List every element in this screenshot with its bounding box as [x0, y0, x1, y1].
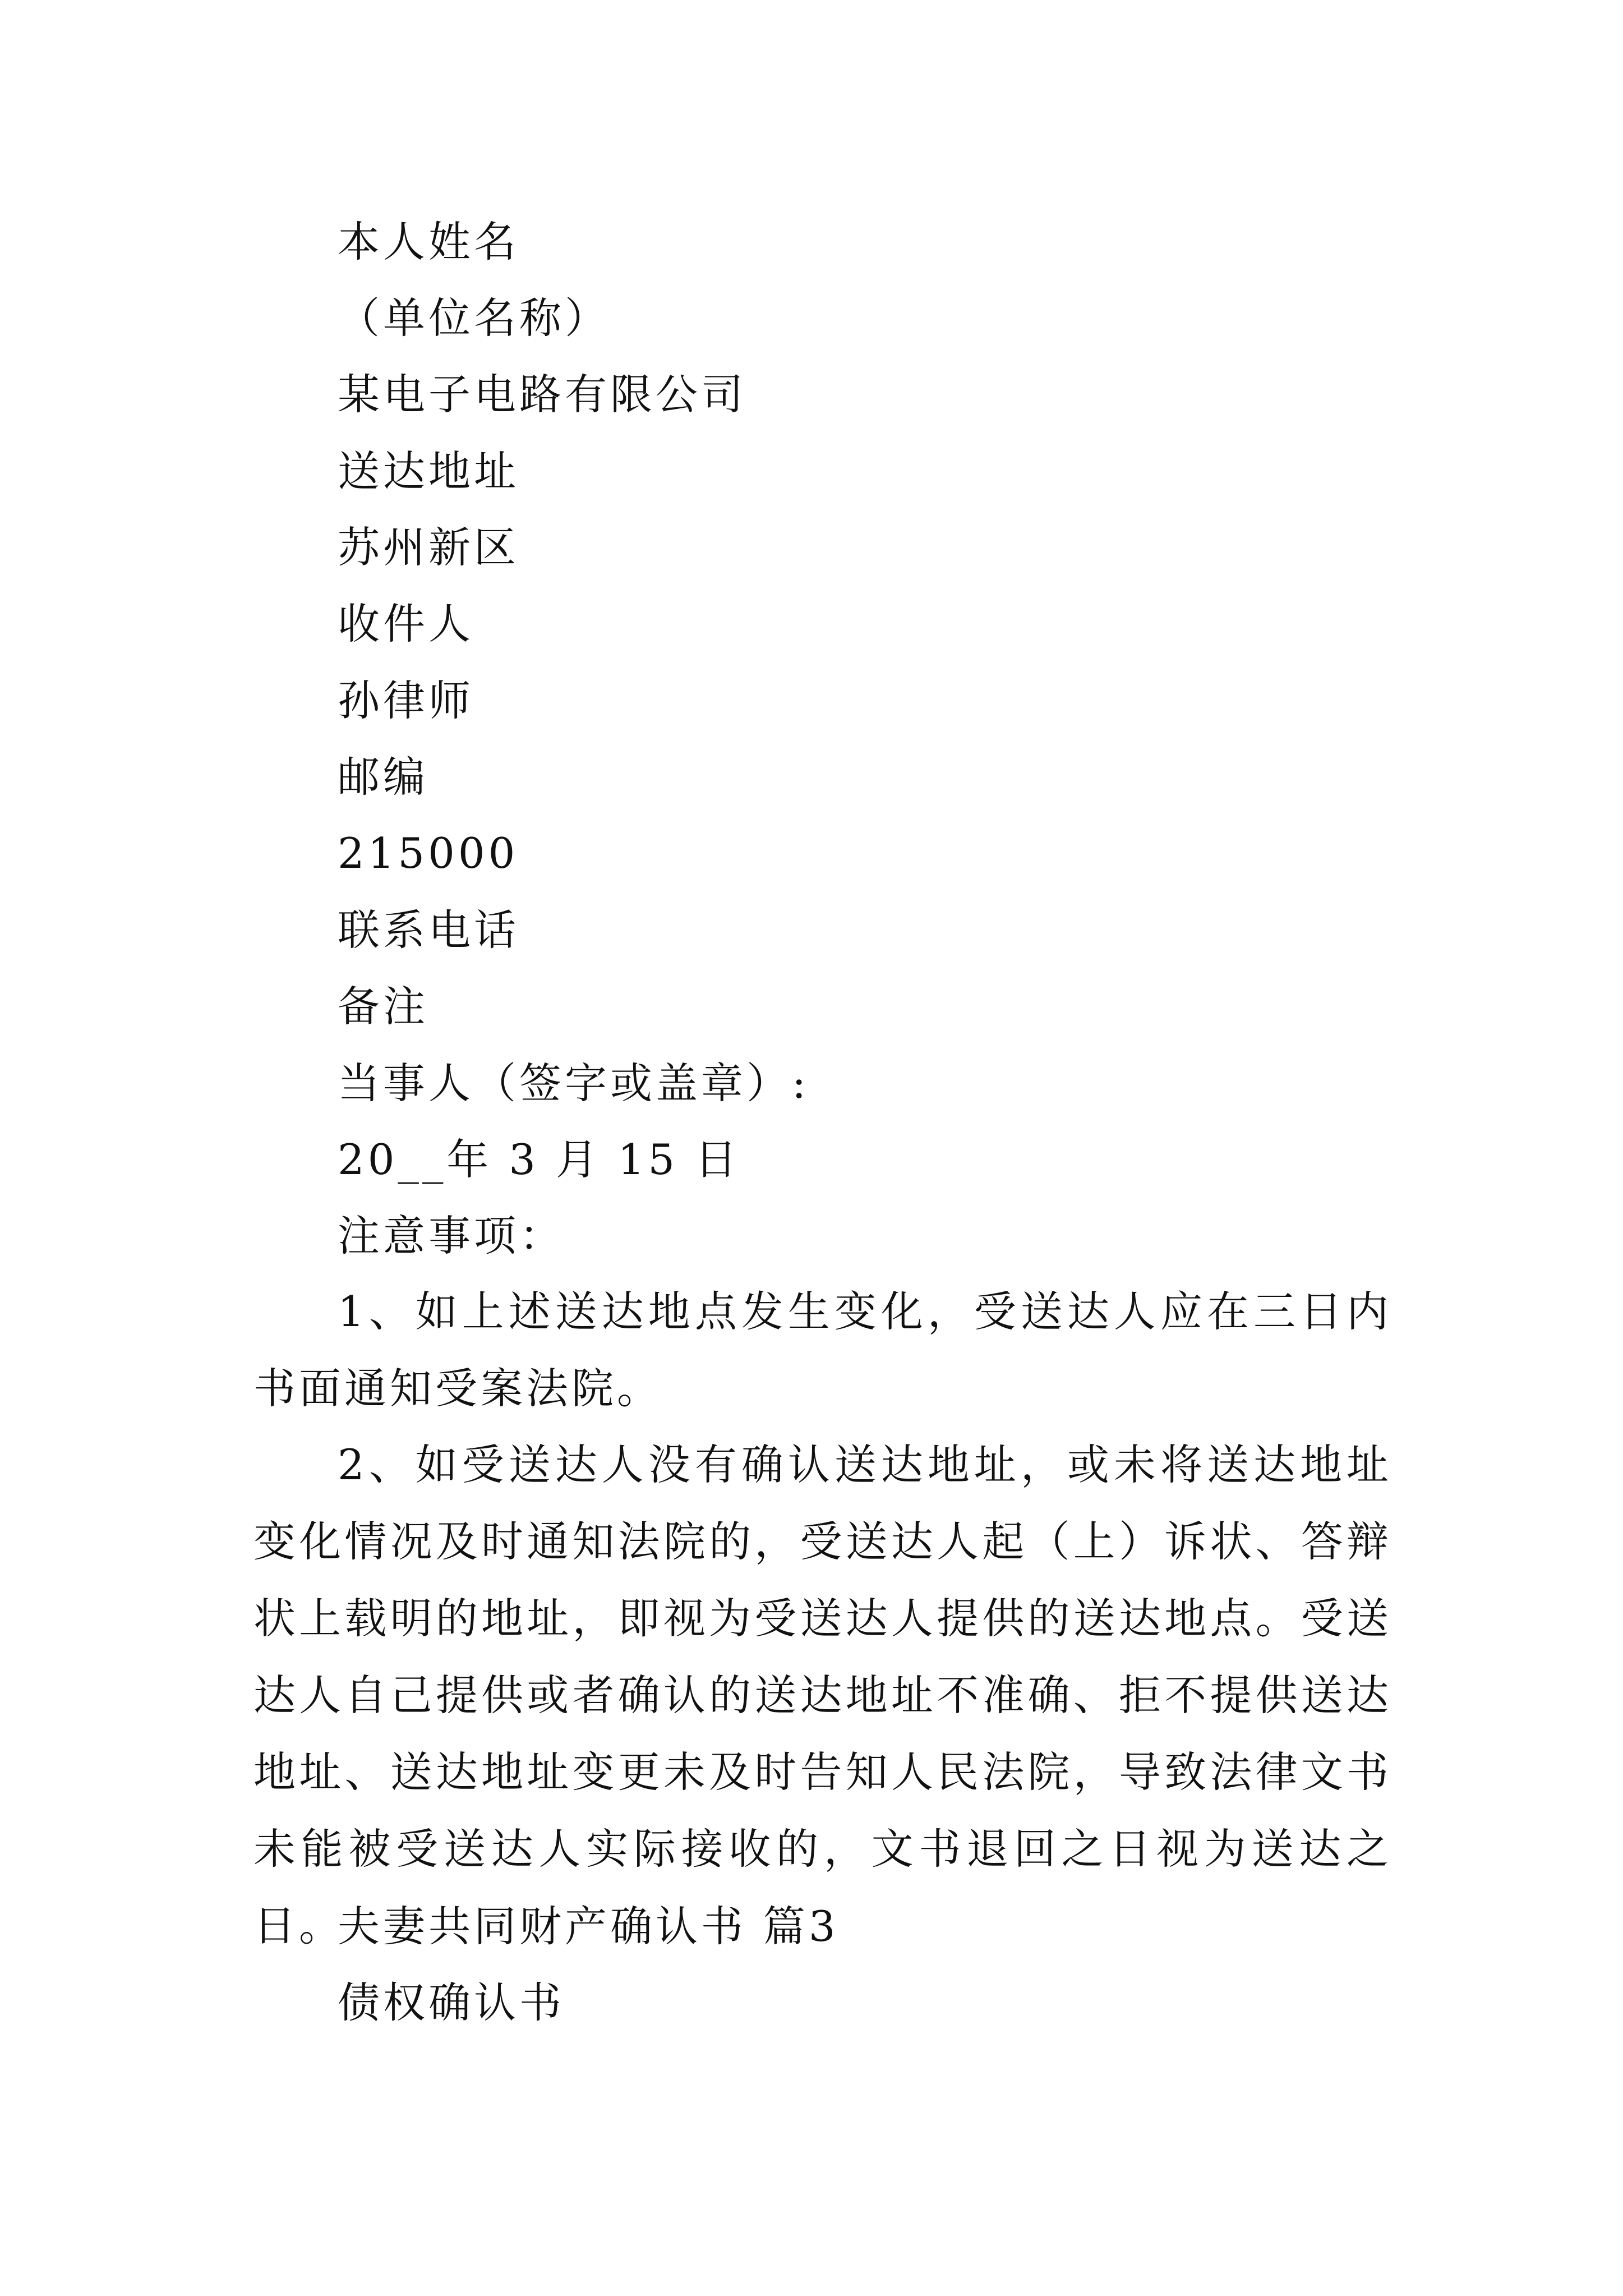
section-title: 债权确认书	[338, 1978, 565, 2027]
section-heading: 夫妻共同财产确认书 篇3	[338, 1902, 839, 1951]
line-recipient-value: 孙律师	[338, 676, 474, 725]
line-recipient-label: 收件人	[338, 599, 474, 648]
line-notes-heading: 注意事项：	[338, 1211, 565, 1260]
line-date: 20__年 3 月 15 日	[338, 1135, 740, 1184]
line-postcode-label: 邮编	[338, 752, 429, 802]
line-party-signature: 当事人（签字或盖章）:	[338, 1059, 810, 1108]
line-postcode-value: 215000	[338, 829, 519, 878]
line-name-label: 本人姓名	[338, 217, 520, 266]
line-company-name: 某电子电路有限公司	[338, 370, 747, 419]
line-phone-label: 联系电话	[338, 905, 520, 955]
line-address-value: 苏州新区	[338, 523, 520, 572]
line-address-label: 送达地址	[338, 447, 520, 496]
line-unit-label: （单位名称）	[338, 293, 611, 343]
line-remarks-label: 备注	[338, 982, 429, 1031]
note-paragraph-1: 1、如上述送达地点发生变化，受送达人应在三日内书面通知受案法院。	[253, 1287, 1392, 1413]
note-paragraph-2: 2、如受送达人没有确认送达地址，或未将送达地址变化情况及时通知法院的，受送达人起（上）诉状、答辩状上载明的地址，即视为受送达人提供的送达地点。受送达人自己提供或者确认的送达地址不准确、拒不提供送达地址、送达地址变更未及时告知人民法院，导致法律文书未能被受送达人实际接收的，文书退回之日视为送达之日。	[253, 1440, 1392, 1950]
